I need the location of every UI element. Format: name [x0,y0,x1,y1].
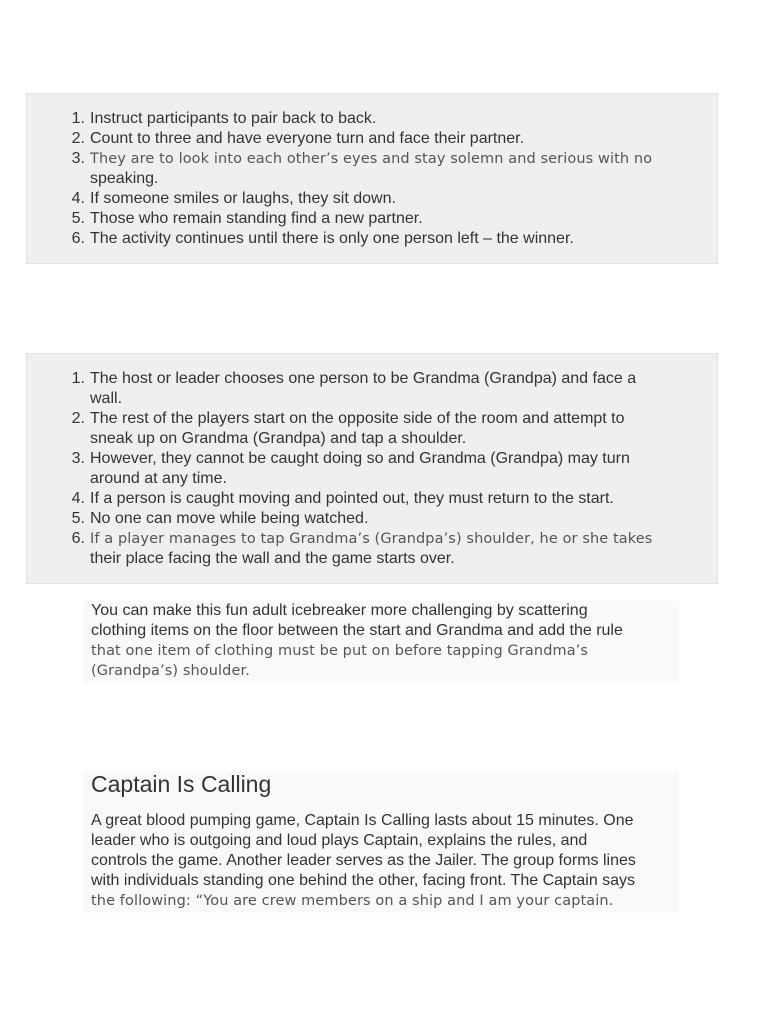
paragraph-line: controls the game. Another leader serves as the Jailer. The group forms lines [91,852,636,869]
list-item-text: Those who remain standing find a new partner. [90,210,423,227]
list-item [27,449,717,489]
list-item [27,109,717,129]
paragraph-line: with individuals standing one behind the other, facing front. The Captain says [91,872,636,889]
list-item [27,189,717,209]
instructions-list-2 [27,369,717,569]
list-item-text: Instruct participants to pair back to back. [90,110,377,127]
list-item [27,489,717,509]
list-number: 1. [71,110,85,127]
list-item [27,209,717,229]
list-item-text: If a person is caught moving and pointed out, they must return to the start. [90,490,614,507]
list-item-text: The rest of the players start on the opposite side of the room and attempt to [90,410,625,427]
list-item [27,529,717,569]
paragraph-line: (Grandpa’s) shoulder. [91,663,250,679]
list-item-text: If a player manages to tap Grandma’s (Grandpa’s) shoulder, he or she takes [90,531,653,547]
list-item-text: However, they cannot be caught doing so and Grandma (Grandpa) may turn [90,450,630,467]
section-heading: Captain Is Calling [91,771,272,797]
list-item [27,369,717,409]
list-number: 6. [71,530,85,547]
list-number: 2. [71,130,85,147]
paragraph-line: leader who is outgoing and loud plays Captain, explains the rules, and [91,832,588,849]
captain-description [91,811,671,911]
list-item-text-continued: their place facing the wall and the game starts over. [90,550,455,567]
list-number: 3. [71,150,85,167]
paragraph-line: You can make this fun adult icebreaker more challenging by scattering [91,602,588,619]
list-item [27,149,717,189]
list-item-text: No one can move while being watched. [90,510,369,527]
list-item [27,509,717,529]
paragraph-line: A great blood pumping game, Captain Is Calling lasts about 15 minutes. One [91,812,634,829]
paragraph-line: that one item of clothing must be put on before tapping Grandma’s [91,643,589,659]
list-item [27,229,717,249]
list-item-text: They are to look into each other’s eyes and stay solemn and serious with no [90,151,653,167]
list-item-text-continued: sneak up on Grandma (Grandpa) and tap a shoulder. [90,430,467,447]
paragraph-line: clothing items on the floor between the start and Grandma and add the rule [91,622,623,639]
list-item-text: The activity continues until there is only one person left – the winner. [90,230,574,247]
captain-section [83,771,679,913]
list-item-text-continued: wall. [90,390,123,407]
list-number: 1. [71,370,85,387]
instructions-list-box-2 [26,353,718,584]
list-item-text: Count to three and have everyone turn and face their partner. [90,130,525,147]
instructions-list-box-1 [26,93,718,264]
list-item-text-continued: around at any time. [90,470,227,487]
list-number: 2. [71,410,85,427]
list-number: 5. [71,510,85,527]
list-number: 3. [71,450,85,467]
list-number: 5. [71,210,85,227]
list-number: 4. [71,190,85,207]
paragraph-line: the following: “You are crew members on a ship and I am your captain. [91,893,614,909]
list-item [27,129,717,149]
icebreaker-tip-paragraph [83,601,679,683]
instructions-list-1 [27,109,717,249]
list-number: 4. [71,490,85,507]
list-item-text-continued: speaking. [90,170,159,187]
list-item-text: If someone smiles or laughs, they sit down. [90,190,396,207]
list-number: 6. [71,230,85,247]
list-item-text: The host or leader chooses one person to be Grandma (Grandpa) and face a [90,370,637,387]
list-item [27,409,717,449]
